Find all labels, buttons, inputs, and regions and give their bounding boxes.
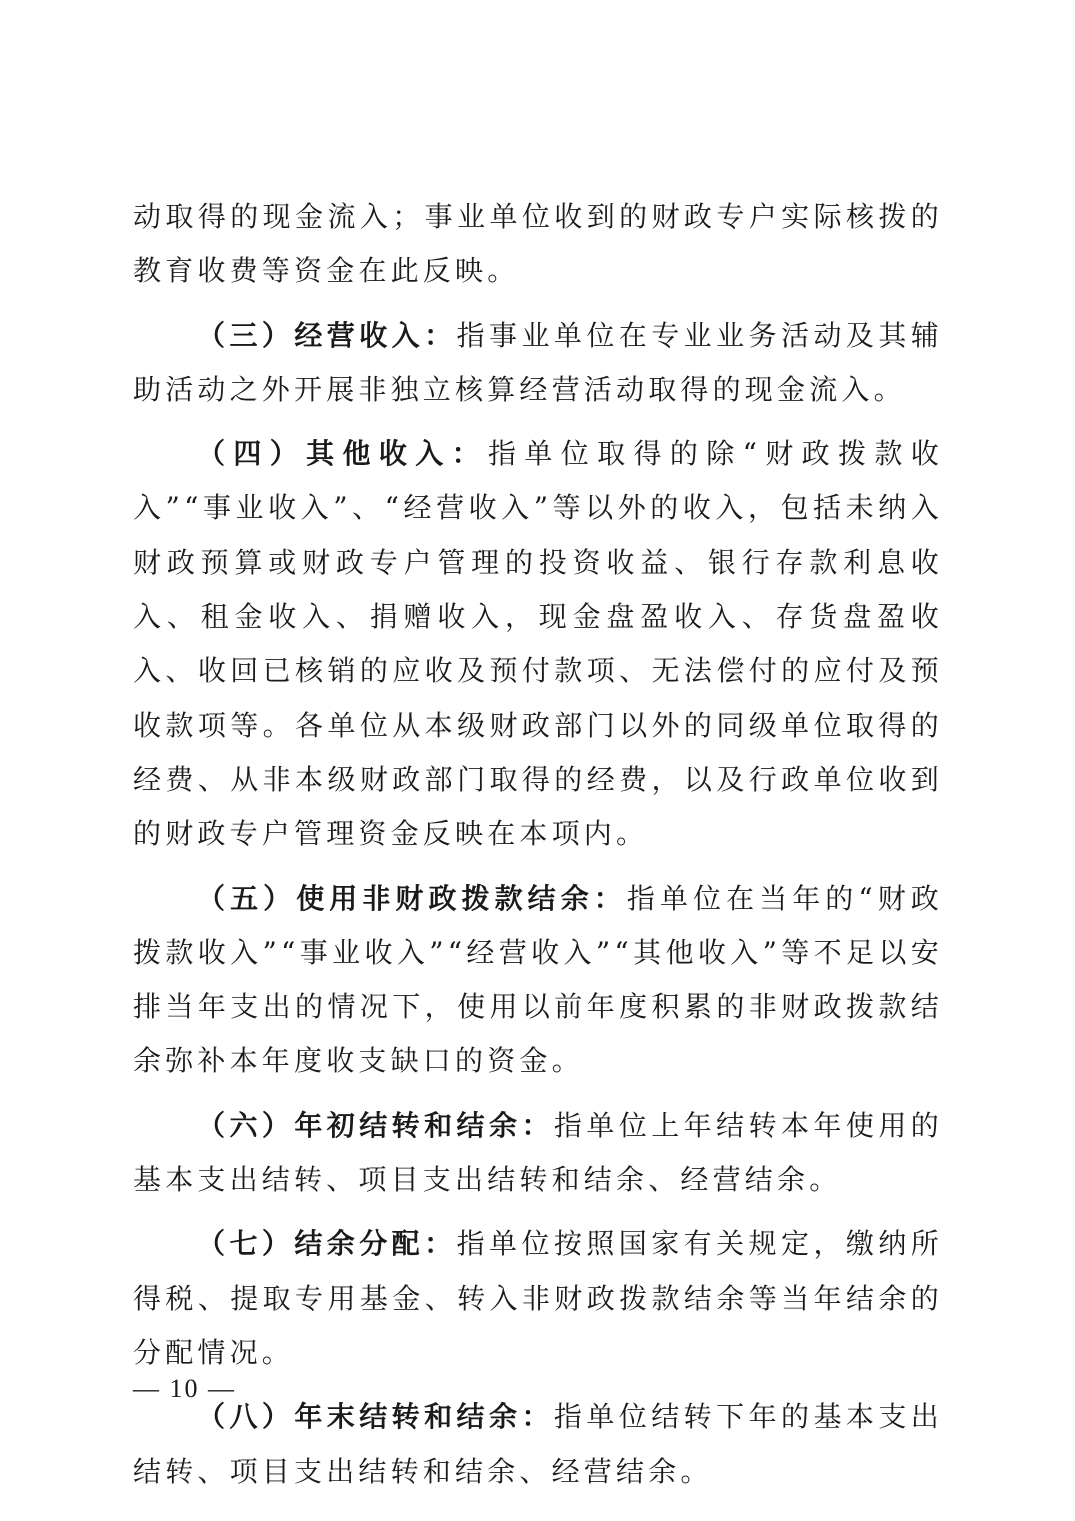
paragraph-closing-balance bbox=[133, 1390, 943, 1499]
document-body bbox=[133, 190, 943, 1509]
section-heading: （七）结余分配： bbox=[197, 1227, 457, 1261]
section-heading: （八）年末结转和结余： bbox=[197, 1400, 554, 1434]
paragraph-other-income bbox=[133, 427, 943, 861]
paragraph-text: 指单位在当年的“财政拨款收入”“事业收入”“经营收入”“其他收入”等不足以安排当年支出的情况下，使用以前年度积累的非财政拨款结余弥补本年度收支缺口的资金。 bbox=[133, 881, 943, 1078]
section-heading: （三）经营收入： bbox=[197, 318, 457, 352]
paragraph-text: 指单位结转下年的基本支出结转、项目支出结转和结余、经营结余。 bbox=[133, 1400, 944, 1488]
section-heading: （四）其他收入： bbox=[197, 437, 488, 471]
paragraph-opening-balance bbox=[133, 1099, 943, 1208]
paragraph-balance-distribution bbox=[133, 1217, 943, 1380]
section-heading: （五）使用非财政拨款结余： bbox=[197, 881, 627, 915]
paragraph-text: 指单位上年结转本年使用的基本支出结转、项目支出结转和结余、经营结余。 bbox=[133, 1108, 944, 1197]
paragraph-non-fiscal-balance bbox=[133, 872, 943, 1089]
paragraph-text: 动取得的现金流入；事业单位收到的财政专户实际核拨的教育收费等资金在此反映。 bbox=[133, 200, 943, 288]
page-number: — 10 — bbox=[133, 1374, 236, 1403]
paragraph-text: 指事业单位在专业业务活动及其辅助活动之外开展非独立核算经营活动取得的现金流入。 bbox=[133, 318, 943, 406]
paragraph-operating-income bbox=[133, 309, 943, 418]
paragraph-continuation bbox=[133, 190, 943, 299]
section-heading: （六）年初结转和结余： bbox=[197, 1108, 554, 1142]
paragraph-text: 指单位按照国家有关规定，缴纳所得税、提取专用基金、转入非财政拨款结余等当年结余的分配情况。 bbox=[133, 1227, 943, 1369]
paragraph-text: 指单位取得的除“财政拨款收入”“事业收入”、“经营收入”等以外的收入，包括未纳入财政预算或财政专户管理的投资收益、银行存款利息收入、租金收入、捐赠收入，现金盘盈收入、存货盘盈收入、收回已核销的应收及预付款项、无法偿付的应付及预收款项等。各单位从本级财政部门以外的同级单位取得的经费、从非本级财政部门取得的经费，以及行政单位收到的财政专户管理资金反映在本项内。 bbox=[133, 437, 943, 851]
